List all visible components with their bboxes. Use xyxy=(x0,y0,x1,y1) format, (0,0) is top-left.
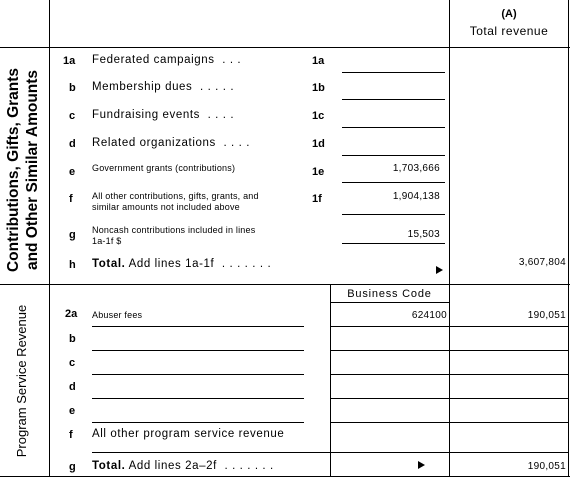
column-a-right-border xyxy=(568,0,569,477)
input-line-1b[interactable] xyxy=(342,99,445,100)
line-label-1c xyxy=(92,109,234,121)
line-code-1a: 1a xyxy=(63,55,76,67)
line-code-1b: b xyxy=(69,82,76,94)
desc-line-2a[interactable] xyxy=(92,326,304,327)
business-code-header-rule xyxy=(330,302,449,303)
column-a-letter: (A) xyxy=(501,8,517,20)
column-a-left-border xyxy=(449,0,450,477)
line-ref-1d: 1d xyxy=(312,138,325,150)
line-code-1h: h xyxy=(69,259,76,271)
line-label-1h xyxy=(92,258,271,270)
line-label-1f xyxy=(92,191,259,213)
input-line-1g[interactable] xyxy=(342,243,445,244)
line-code-1d: d xyxy=(69,138,76,150)
desc-line-2f[interactable] xyxy=(92,452,330,453)
row-rule-2f xyxy=(330,452,568,453)
row-rule-2c xyxy=(330,374,568,375)
input-line-1d[interactable] xyxy=(342,155,445,156)
line-code-2d: d xyxy=(69,381,76,393)
desc-line-2d[interactable] xyxy=(92,398,304,399)
business-code-2a: 624100 xyxy=(411,310,447,321)
contributions-title-line2: and Other Similar Amounts xyxy=(24,69,41,271)
line-code-2a: 2a xyxy=(65,308,78,320)
line-label-1a xyxy=(92,54,241,66)
label-line1: Noncash contributions included in lines xyxy=(92,225,256,235)
contributions-section-title xyxy=(4,52,44,288)
total-rest: Add lines 2a–2f xyxy=(128,460,217,472)
line-code-1e: e xyxy=(69,166,76,178)
dot-leader: . . . . . xyxy=(200,81,235,93)
section-divider-left xyxy=(49,0,50,477)
dot-leader: . . . . xyxy=(207,109,235,121)
line-code-1f: f xyxy=(69,193,73,205)
value-1h-total: 3,607,804 xyxy=(518,257,566,268)
label-text: Membership dues xyxy=(92,81,193,93)
value-1e: 1,703,666 xyxy=(392,163,440,174)
program-section-title xyxy=(12,296,32,466)
business-code-header: Business Code xyxy=(347,288,432,300)
line-code-2f: f xyxy=(69,429,73,441)
line-code-1c: c xyxy=(69,110,76,122)
dot-leader: . . . . . . . xyxy=(224,460,274,472)
line-ref-1a: 1a xyxy=(312,55,325,67)
label-text: Fundraising events xyxy=(92,109,200,121)
label-text: Federated campaigns xyxy=(92,54,215,66)
total-rest: Add lines 1a-1f xyxy=(128,258,215,270)
total-bold: Total. xyxy=(92,258,126,270)
line-code-2c: c xyxy=(69,357,76,369)
column-a-title: Total revenue xyxy=(469,24,549,38)
desc-line-2c[interactable] xyxy=(92,374,304,375)
dot-leader: . . . xyxy=(222,54,242,66)
line-label-2g xyxy=(92,460,274,472)
input-line-1a[interactable] xyxy=(342,72,445,73)
dot-leader: . . . . xyxy=(223,137,251,149)
line-ref-1e: 1e xyxy=(312,166,325,178)
line-label-2f: All other program service revenue xyxy=(92,428,285,440)
line-label-2a: Abuser fees xyxy=(92,310,143,320)
section-rule xyxy=(0,284,570,285)
row-rule-2d xyxy=(330,398,568,399)
line-label-1b xyxy=(92,81,234,93)
value-1g: 15,503 xyxy=(407,229,440,240)
row-rule-2a xyxy=(330,326,568,327)
label-line2: similar amounts not included above xyxy=(92,202,240,212)
line-code-2b: b xyxy=(69,333,76,345)
line-ref-1f: 1f xyxy=(312,193,322,205)
label-line2: 1a-1f $ xyxy=(92,236,122,246)
line-label-1d xyxy=(92,137,250,149)
contributions-title-line1: Contributions, Gifts, Grants xyxy=(5,67,22,273)
desc-line-2e[interactable] xyxy=(92,422,304,423)
row-rule-2b xyxy=(330,350,568,351)
arrow-right-icon xyxy=(418,461,425,469)
row-rule-2e xyxy=(330,422,568,423)
line-code-2e: e xyxy=(69,405,76,417)
line-label-1g xyxy=(92,225,255,247)
program-title-text: Program Service Revenue xyxy=(14,304,29,458)
line-ref-1b: 1b xyxy=(312,82,325,94)
line-code-1g: g xyxy=(69,229,76,241)
total-bold: Total. xyxy=(92,460,126,472)
desc-line-2b[interactable] xyxy=(92,350,304,351)
line-ref-1c: 1c xyxy=(312,110,325,122)
line-code-2g: g xyxy=(69,461,76,473)
dot-leader: . . . . . . . xyxy=(221,258,272,270)
arrow-right-icon xyxy=(436,266,443,274)
label-text: Related organizations xyxy=(92,137,216,149)
input-line-1c[interactable] xyxy=(342,127,445,128)
header-rule xyxy=(0,47,570,48)
value-2g-total: 190,051 xyxy=(527,461,566,472)
input-line-1f[interactable] xyxy=(342,214,445,215)
value-2a: 190,051 xyxy=(527,310,566,321)
label-line1: All other contributions, gifts, grants, and xyxy=(92,191,259,201)
value-1f: 1,904,138 xyxy=(392,191,440,202)
input-line-1e[interactable] xyxy=(342,182,445,183)
line-label-1e: Government grants (contributions) xyxy=(92,163,236,173)
